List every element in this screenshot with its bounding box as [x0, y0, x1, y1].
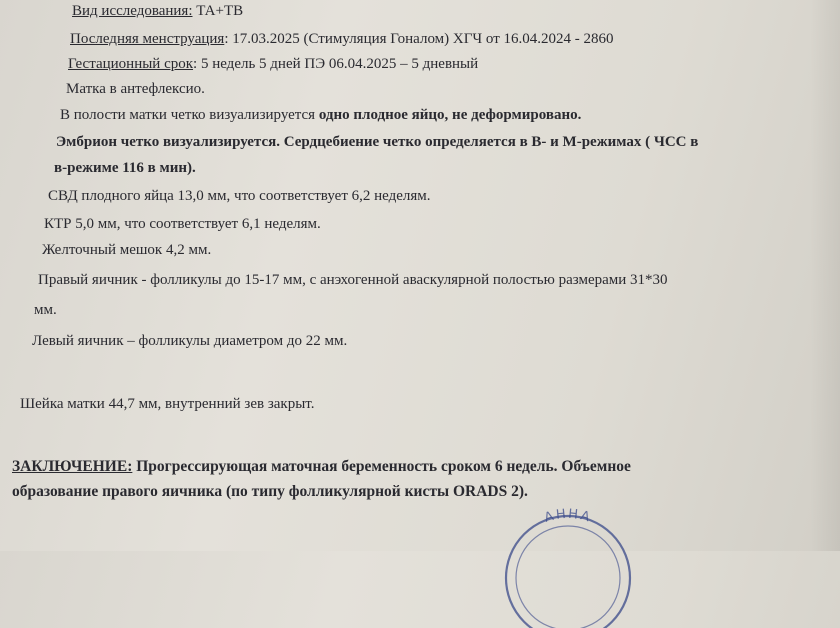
last-menstruation-label: Последняя менструация	[70, 31, 225, 47]
conclusion-line-2: образование правого яичника (по типу фолликулярной кисты ORADS 2).	[12, 483, 528, 500]
last-menstruation-line	[70, 31, 614, 48]
crl-text: КТР 5,0 мм, что соответствует 6,1 неделям.	[44, 216, 321, 232]
exam-type-value: ТА+ТВ	[192, 3, 244, 19]
stamp-text: АННА	[542, 508, 594, 526]
conclusion-line-1	[12, 458, 631, 476]
right-ovary-unit-text: мм.	[34, 302, 57, 318]
gestational-age-value: : 5 недель 5 дней ПЭ 06.04.2025 – 5 дневный	[193, 56, 479, 72]
gestational-age-label: Гестационный срок	[68, 56, 194, 72]
gestational-sac-text: СВД плодного яйца 13,0 мм, что соответствует 6,2 неделям.	[48, 188, 431, 204]
exam-type-line	[72, 3, 243, 20]
embryo-heartbeat-text: Эмбрион четко визуализируется. Сердцебиение четко определяется в В- и М-режимах ( ЧСС в	[56, 134, 699, 150]
cervix-text: Шейка матки 44,7 мм, внутренний зев закрыт.	[20, 396, 315, 412]
left-ovary-text: Левый яичник – фолликулы диаметром до 22 мм.	[32, 333, 348, 349]
uterine-cavity-bold-text: одно плодное яйцо, не деформировано.	[318, 107, 582, 123]
yolk-sac-text: Желточный мешок 4,2 мм.	[42, 242, 212, 258]
uterine-cavity-text: В полости матки четко визуализируется	[60, 107, 319, 123]
heart-rate-text: в-режиме 116 в мин).	[54, 160, 196, 176]
stamp-seal	[488, 508, 648, 628]
last-menstruation-value: : 17.03.2025 (Стимуляция Гоналом) ХГЧ от 16.04.2024 - 2860	[224, 31, 614, 47]
uterine-cavity-line	[60, 107, 581, 124]
gestational-age-line	[68, 56, 478, 73]
conclusion-text-1: Прогрессирующая маточная беременность сроком 6 недель. Объемное	[132, 458, 631, 475]
page-shadow	[810, 0, 840, 551]
conclusion-label: ЗАКЛЮЧЕНИЕ:	[12, 458, 133, 475]
uterus-position-text: Матка в антефлексио.	[66, 81, 205, 97]
exam-type-label: Вид исследования:	[72, 3, 193, 19]
right-ovary-text: Правый яичник - фолликулы до 15-17 мм, с анэхогенной аваскулярной полостью размерами 31*30	[38, 272, 668, 288]
